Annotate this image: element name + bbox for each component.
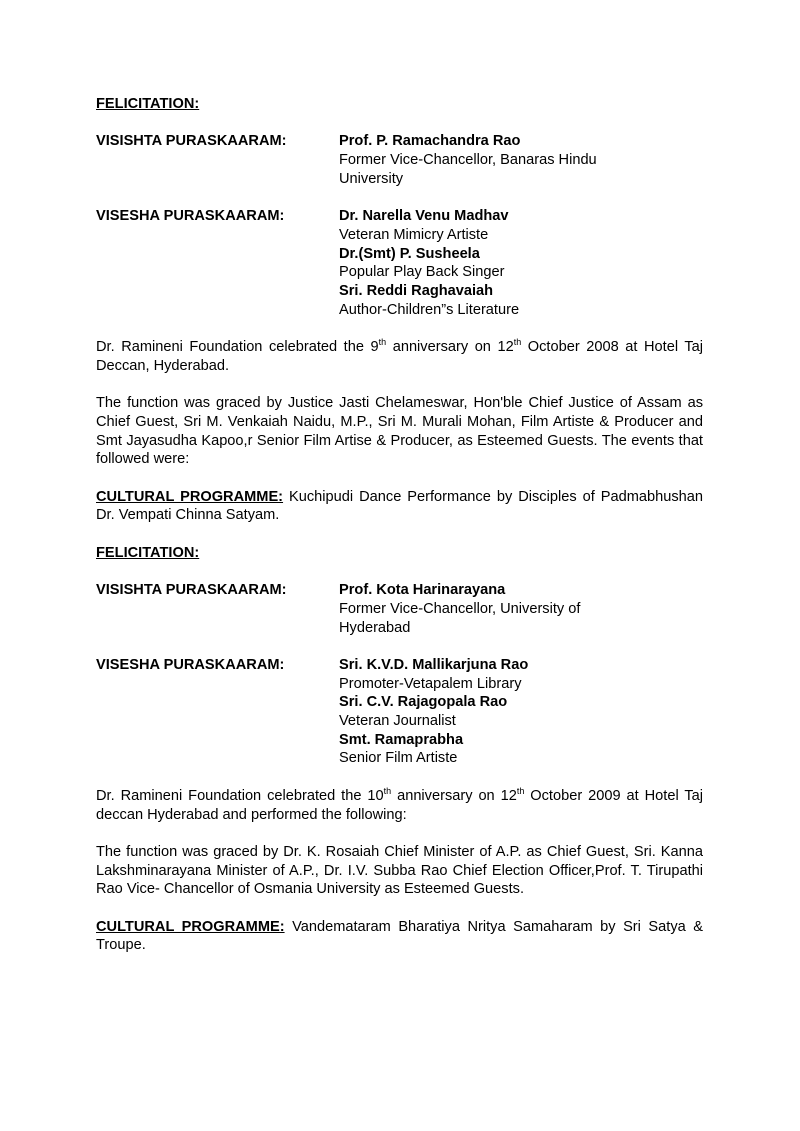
- visesha-recipients: [339, 656, 625, 768]
- recipient-desc: Senior Film Artiste: [339, 750, 458, 767]
- felicitation-heading: FELICITATION:: [96, 544, 200, 561]
- cultural-programme-text: Vandemataram Bharatiya Nritya Samaharam by Sri Satya & Troupe.: [96, 918, 703, 954]
- recipient-name: Smt. Ramaprabha: [339, 731, 464, 748]
- cultural-programme-text: Kuchipudi Dance Performance by Disciples of Padmabhushan Dr. Vempati Chinna Satyam.: [96, 488, 703, 524]
- visesha-label: VISESHA PURASKAARAM:: [96, 656, 285, 673]
- recipient-name: Dr.(Smt) P. Susheela: [339, 245, 480, 262]
- function-paragraph: The function was graced by Justice Jasti Chelameswar, Hon'ble Chief Justice of Assam as Chief Guest, Sri M. Venkaiah Naidu, M.P., Sri M. Murali Mohan, Film Artiste & Producer and Smt Jayasudha Kapoo,r Senior Film Artise & Producer, as Esteemed Guests. The events that followed were:: [96, 395, 703, 468]
- recipient-name: Prof. Kota Harinarayana: [339, 582, 506, 599]
- visesha-recipients: [339, 207, 625, 319]
- anniversary-paragraph: [96, 338, 703, 375]
- ordinal-suffix: th: [383, 786, 392, 797]
- recipient-name: Sri. C.V. Rajagopala Rao: [339, 694, 508, 711]
- ordinal-suffix: th: [378, 337, 387, 348]
- recipient-name: Prof. P. Ramachandra Rao: [339, 133, 521, 150]
- visishta-award: [96, 581, 703, 637]
- visishta-recipient: [339, 581, 625, 637]
- recipient-desc: Author-Children”s Literature: [339, 301, 520, 318]
- anniversary-text: anniversary on 12: [391, 787, 517, 804]
- recipient-desc: Promoter-Vetapalem Library: [339, 675, 522, 692]
- recipient-name: Sri. K.V.D. Mallikarjuna Rao: [339, 656, 529, 673]
- ordinal-suffix: th: [513, 337, 522, 348]
- recipient-desc: Popular Play Back Singer: [339, 264, 505, 281]
- recipient-desc: Former Vice-Chancellor, Banaras Hindu University: [339, 152, 597, 187]
- visesha-award: [96, 656, 703, 768]
- visesha-award: [96, 207, 703, 319]
- recipient-name: Sri. Reddi Raghavaiah: [339, 283, 494, 299]
- visishta-recipient: [339, 132, 625, 188]
- cultural-programme-label: CULTURAL PROGRAMME:: [96, 918, 285, 935]
- visishta-label: VISISHTA PURASKAARAM:: [96, 582, 287, 599]
- anniversary-text: Dr. Ramineni Foundation celebrated the 10: [96, 787, 384, 804]
- anniversary-text: October 2009 at Hotel Taj deccan Hyderabad and performed the following:: [96, 787, 704, 823]
- anniversary-text: Dr. Ramineni Foundation celebrated the 9: [96, 339, 379, 356]
- anniversary-text: October 2008 at Hotel Taj Deccan, Hyderabad.: [96, 339, 703, 374]
- anniversary-text: anniversary on 12: [386, 339, 514, 356]
- ordinal-suffix: th: [516, 786, 525, 797]
- function-paragraph: The function was graced by Dr. K. Rosaiah Chief Minister of A.P. as Chief Guest, Sri. Kanna Lakshminarayana Minister of A.P., Dr. I.V. Subba Rao Chief Election Officer,Prof. T. Tirupathi Rao Vice- Chancellor of Osmania University as Esteemed Guests.: [96, 843, 703, 898]
- recipient-desc: Veteran Journalist: [339, 713, 456, 730]
- anniversary-paragraph: [96, 787, 703, 824]
- visishta-label: VISISHTA PURASKAARAM:: [96, 133, 287, 150]
- visishta-award: [96, 132, 703, 188]
- document-body: [96, 95, 703, 955]
- cultural-programme-label: CULTURAL PROGRAMME:: [96, 488, 284, 505]
- cultural-programme-paragraph: [96, 918, 703, 955]
- recipient-desc: Former Vice-Chancellor, University of Hyderabad: [339, 600, 581, 636]
- recipient-name: Dr. Narella Venu Madhav: [339, 208, 509, 225]
- visesha-label: VISESHA PURASKAARAM:: [96, 208, 285, 225]
- cultural-programme-paragraph: [96, 488, 703, 525]
- felicitation-heading: FELICITATION:: [96, 96, 200, 112]
- recipient-desc: Veteran Mimicry Artiste: [339, 226, 489, 243]
